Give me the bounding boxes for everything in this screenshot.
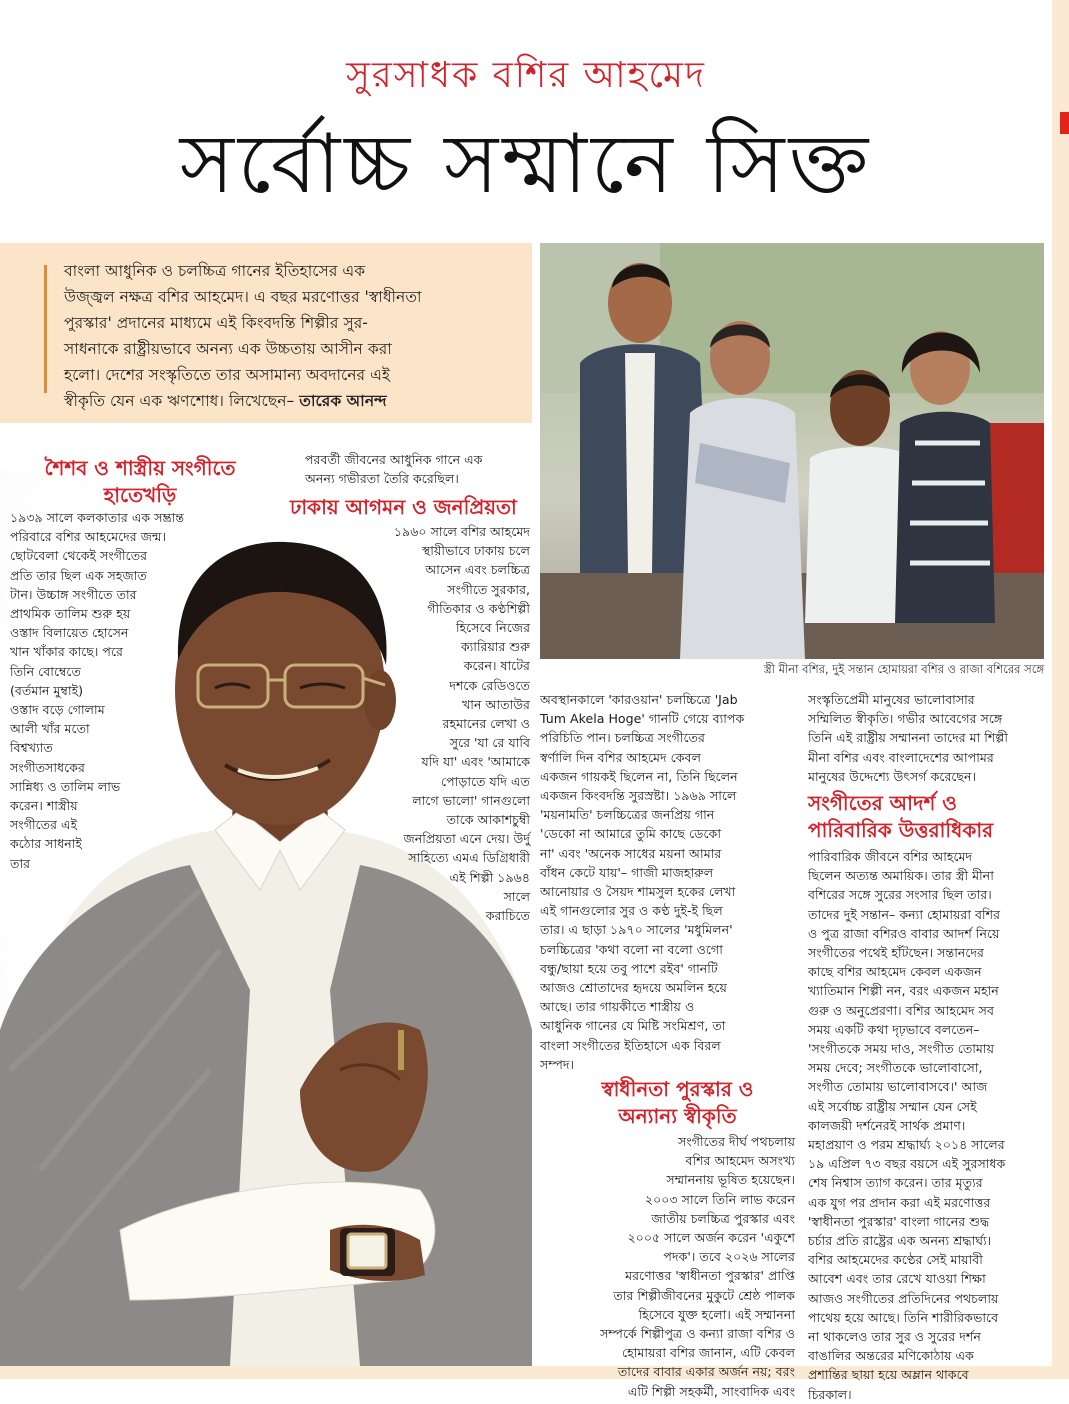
text-line: বশির আহমেদ অসংখ্য (685, 1153, 795, 1169)
text-line: করাচিতে (485, 908, 530, 924)
text-line: সংস্কৃতিপ্রেমী মানুষের ভালোবাসার (808, 692, 975, 707)
text-line: সংগীতসাধকের (10, 759, 85, 775)
text-line: কাছে বশির আহমেদ কেবল একজন (808, 964, 982, 980)
text-line: পরবর্তী জীবনের আধুনিক গানে এক (305, 452, 483, 467)
article-column-legacy (808, 847, 1048, 1404)
text-line: ওস্তাদ বড়ে গোলাম (10, 702, 105, 718)
text-line: আজও সংগীতের প্রতিদিনের পথচলায় (808, 1290, 999, 1306)
family-photo (540, 243, 1044, 659)
text-line: বশিরের সঙ্গে সুরের সংসার ছিল তার। (808, 887, 992, 903)
text-line: তার। এ ছাড়া ১৯৭০ সালের 'মধুমিলন' (540, 922, 733, 938)
text-line: সংগীতে সুরকার, (447, 581, 530, 597)
text-line: আনোয়ার ও সৈয়দ শামসুল হকের লেখা (540, 884, 736, 900)
text-line: সময় একটি কথা দৃঢ়ভাবে বলতেন– (808, 1021, 980, 1037)
text-line: আলী খাঁর মতো (10, 721, 90, 737)
intro-line: হলো। দেশের সংস্কৃতিতে তার অসামান্য অবদানের এই (64, 366, 391, 384)
intro-line-text: স্বীকৃতি যেন এক ঋণশোধ। লিখেছেন– (64, 392, 300, 410)
section-heading-legacy (808, 790, 1048, 844)
text-line: সান্নিধ্য ও তালিম লাভ (10, 778, 121, 794)
text-line: (বর্তমান মুম্বাই) (10, 682, 84, 698)
text-line: গুরু ও অনুপ্রেরণা। বশির আহমেদ সব (808, 1002, 994, 1018)
text-line: আবেশ এবং তার রেখে যাওয়া শিক্ষা (808, 1271, 986, 1287)
heading-line: হাতেখড়ি (103, 483, 177, 507)
intro-accent-bar (44, 265, 47, 393)
text-line: ১৯৬০ সালে বশির আহমেদ (393, 524, 530, 539)
text-line: ছিলেন অত্যন্ত অমায়িক। তার স্ত্রী মীনা (808, 868, 994, 884)
text-line: প্রতি তার ছিল এক সহজাত (10, 567, 147, 583)
text-line: এই গানগুলোর সুর ও কণ্ঠ দুই-ই ছিল (540, 903, 723, 919)
text-line: আজও শ্রোতাদের হৃদয়ে অমলিন হয়ে (540, 980, 727, 996)
text-line: চিরকাল। (808, 1386, 852, 1402)
text-line: খান আতাউর (462, 696, 530, 712)
text-line: রহমানের লেখা ও (442, 716, 530, 732)
text-line: 'স্বাধীনতা পুরস্কার' বাংলা গানের শুদ্ধ (808, 1213, 990, 1229)
text-line: অবস্থানকালে 'কারওয়ান' চলচ্চিত্রে 'Jab (540, 692, 738, 707)
intro-line: পুরস্কার' প্রদানের মাধ্যমে এই কিংবদন্তি শিল্পীর সুর- (64, 314, 368, 332)
text-line: 'ময়নামতি' চলচ্চিত্রের জনপ্রিয় গান (540, 807, 715, 823)
text-line: ১৯৩৯ সালে কলকাতার এক সম্ভ্রান্ত (10, 510, 185, 525)
text-line: মীনা বশির এবং বাংলাদেশের আপামর (808, 749, 994, 765)
article-column-dhaka (330, 522, 530, 925)
text-line: বিশ্বখ্যাত (10, 740, 53, 756)
page-edge-marker (1060, 112, 1069, 134)
text-line: সম্পদ। (540, 1056, 575, 1072)
text-line: বন্ধু/ছায়া হয়ে তবু পাশে রইব' গানটি (540, 960, 718, 976)
text-line: শেষ নিশ্বাস ত্যাগ করেন। তার মৃত্যুর (808, 1175, 983, 1191)
text-line: জনপ্রিয়তা এনে দেয়। উর্দু (403, 831, 530, 847)
text-line: খ্যাতিমান শিল্পী নন, বরং একজন মহান (808, 983, 999, 999)
intro-line: বাংলা আধুনিক ও চলচ্চিত্র গানের ইতিহাসের এক (64, 262, 366, 280)
intro-box (0, 243, 532, 423)
text-line: হোমায়রা বশির জানান, এটি কেবল (622, 1345, 795, 1361)
article-column-award (520, 1132, 795, 1401)
text-line: না থাকলেও তার সুর ও সুরের দর্শন (808, 1329, 981, 1345)
text-line: এই শিল্পী ১৯৬৪ (449, 869, 530, 885)
text-line: জাতীয় চলচ্চিত্র পুরস্কার এবং (651, 1210, 795, 1226)
text-line: দশকে রেডিওতে (449, 677, 530, 693)
text-line: বাঁধন কেটে যায়'– গাজী মাজহারুল (540, 864, 714, 880)
article-column-dedication (808, 690, 1048, 786)
intro-line (64, 388, 518, 414)
text-line: করেন। ষাটের (463, 658, 530, 674)
text-line: সংগীতের দীর্ঘ পথচলায় (678, 1134, 795, 1149)
text-line: সাহিত্যে এমএ ডিগ্রিধারী (408, 850, 530, 866)
text-line: প্রশান্তির ছায়া হয়ে অম্লান থাকবে (808, 1367, 969, 1383)
text-line: পরিচিতি পান। চলচ্চিত্র সংগীতের (540, 730, 705, 746)
text-line: তাদের দুই সন্তান– কন্যা হোমায়রা বশির (808, 906, 1000, 922)
text-line: আধুনিক গানের যে মিষ্টি সংমিশ্রণ, তা (540, 1018, 726, 1034)
text-line: এটি শিল্পী সহকর্মী, সাংবাদিক এবং (627, 1383, 795, 1399)
section-heading-dhaka (290, 494, 530, 521)
text-line: মরণোত্তর 'স্বাধীনতা পুরস্কার' প্রাপ্তি (625, 1268, 795, 1284)
text-line: আছে। তার গায়কীতে শাস্ত্রীয় ও (540, 999, 695, 1015)
text-line: তাদের বাবার একার অর্জন নয়; বরং (617, 1364, 795, 1380)
heading-line: ঢাকায় আগমন ও জনপ্রিয়তা (290, 495, 517, 519)
text-line: সংগীতের এই (10, 817, 78, 833)
text-line: ১৯ এপ্রিল ৭৩ বছর বয়সে এই সুরসাধক (808, 1156, 1006, 1172)
text-line: খান খাঁকার কাছে। পরে (10, 644, 123, 660)
text-line: টান। উচ্চাঙ্গ সংগীতে তার (10, 586, 137, 602)
heading-line: শৈশব ও শাস্ত্রীয় সংগীতে (44, 456, 236, 480)
text-line: হিসেবে নিজের (455, 620, 530, 636)
text-line: হিসেবে যুক্ত হলো। এই সম্মাননা (638, 1306, 795, 1322)
text-line: সালে (503, 888, 530, 904)
text-line: পাথেয় হয়ে আছে। তিনি শারীরিকভাবে (808, 1309, 999, 1325)
heading-line: স্বাধীনতা পুরস্কার ও (601, 1077, 754, 1101)
text-line: তার শিল্পীজীবনের মুকুটে শ্রেষ্ঠ পালক (613, 1287, 795, 1303)
text-line: করেন। শাস্ত্রীয় (10, 798, 78, 814)
family-illustration (540, 243, 1044, 659)
text-line: তিনি বোম্বেতে (10, 663, 81, 679)
section-heading-award (560, 1076, 795, 1130)
text-line: 'সংগীতকে সময় দাও, সংগীত তোমায় (808, 1041, 994, 1057)
text-line: সম্মাননায় ভূষিত হয়েছেন। (666, 1172, 795, 1188)
text-line: পরিবারে বশির আহমেদের জন্ম। (10, 529, 166, 545)
text-line: ওস্তাদ বিলায়েত হোসেন (10, 625, 129, 641)
text-line: না' এবং 'অনেক সাধের ময়না আমার (540, 845, 722, 861)
heading-line: পারিবারিক উত্তরাধিকার (808, 818, 994, 842)
text-line: পোড়াতে যদি এত (441, 773, 530, 789)
text-line: তাকে আকাশচুম্বী (446, 812, 530, 828)
text-line: ২০০৩ সালে তিনি লাভ করেন (644, 1191, 795, 1207)
text-line: একজন গায়কই ছিলেন না, তিনি ছিলেন (540, 768, 738, 784)
kicker-title: সুরসাধক বশির আহমেদ (346, 55, 706, 96)
text-line: সংগীতের পথেই হাঁটছেন। সন্তানদের (808, 945, 984, 961)
headline: সর্বোচ্চ সম্মানে সিক্ত (179, 117, 873, 212)
text-line: তিনি এই রাষ্ট্রীয় সম্মাননা তাদের মা শিল্পী (808, 730, 1008, 746)
heading-line: সংগীতের আদর্শ ও (808, 791, 958, 815)
photo-caption: স্ত্রী মীনা বশির, দুই সন্তান হোমায়রা বশির ও রাজা বশিরের সঙ্গে (763, 662, 1044, 676)
text-line: পারিবারিক জীবনে বশির আহমেদ (808, 849, 973, 864)
article-column-childhood (10, 508, 270, 873)
text-line: একজন কিংবদন্তি সুরস্রষ্টা। ১৯৬৯ সালে (540, 788, 737, 804)
text-line: চলচ্চিত্রের 'কথা বলো না বলো ওগো (540, 941, 723, 957)
text-line: কালজয়ী দর্শনেরই সার্থক প্রমাণ। (808, 1117, 966, 1133)
page-edge-strip (1052, 0, 1069, 1379)
text-line: সংগীত তোমায় ভালোবাসবে।' আজ (808, 1079, 988, 1095)
intro-line: উজ্জ্বল নক্ষত্র বশির আহমেদ। এ বছর মরণোত্তর 'স্বাধীনতা (64, 288, 422, 306)
text-line: এই সর্বোচ্চ রাষ্ট্রীয় সম্মান যেন সেই (808, 1098, 977, 1114)
text-line: ক্যারিয়ার শুরু (460, 639, 530, 655)
text-line: ছোটবেলা থেকেই সংগীতের (10, 548, 148, 564)
text-line: বশির আহমেদের কণ্ঠের সেই মায়াবী (808, 1252, 983, 1268)
section-heading-childhood (20, 455, 260, 509)
text-line: প্রাথমিক তালিম শুরু হয় (10, 606, 131, 622)
text-line: মহাপ্রয়াণ ও পরম শ্রদ্ধার্ঘ্য ২০১৪ সালের (808, 1137, 1005, 1153)
heading-line: অন্যান্য স্বীকৃতি (618, 1104, 737, 1128)
text-line: কঠোর সাধনাই (10, 836, 82, 852)
text-line: বাঙালির অন্তরের মণিকোঠায় এক (808, 1348, 974, 1364)
author-name: তারেক আনন্দ (299, 392, 387, 410)
text-line: চর্চার প্রতি রাষ্ট্রের এক অনন্য শ্রদ্ধার্ঘ্য। (808, 1233, 992, 1249)
text-line: ও পুত্র রাজা বশিরও বাবার আদর্শ নিয়ে (808, 925, 1000, 941)
text-line: বাংলা সংগীতের ইতিহাসে এক বিরল (540, 1037, 721, 1053)
text-line: আসেন এবং চলচ্চিত্র (425, 562, 530, 578)
text-line: পদক'। তবে ২০২৬ সালের (663, 1249, 795, 1265)
text-line: ২০০৫ সালে অর্জন করেন 'একুশে (627, 1230, 795, 1246)
text-line: যদি যা' এবং 'আমাকে (421, 754, 530, 770)
intro-line: সাধনাকে রাষ্ট্রীয়ভাবে অনন্য এক উচ্চতায় আসীন করা (64, 340, 392, 358)
text-line: লাগে ভালো' গানগুলো (412, 792, 530, 808)
text-line: 'ডেকো না আমারে তুমি কাছে ডেকো (540, 826, 721, 842)
text-line: স্থায়ীভাবে ঢাকায় চলে (421, 543, 530, 559)
article-column-continued (305, 450, 530, 488)
text-line: সময় দেবে; সংগীতকে ভালোবাসো, (808, 1060, 983, 1076)
text-line: এক যুগ পর প্রদান করা এই মরণোত্তর (808, 1194, 991, 1210)
text-line: সম্মিলিত স্বীকৃতি। গভীর আবেগের সঙ্গে (808, 711, 1003, 727)
text-line: গীতিকার ও কণ্ঠশিল্পী (427, 600, 530, 616)
text-line: Tum Akela Hoge' গানটি গেয়ে ব্যাপক (540, 711, 745, 727)
text-line: স্বর্ণালি দিন বশির আহমেদ কেবল (540, 749, 701, 765)
text-line: তার (10, 855, 31, 871)
article-column-karachi (540, 690, 795, 1074)
text-line: মানুষের উদ্দেশ্যে উৎসর্গ করেছেন। (808, 768, 977, 784)
text-line: অনন্য গভীরতা তৈরি করেছিল। (305, 471, 459, 487)
text-line: সুরে 'যা রে যাবি (449, 735, 530, 751)
text-line: সম্পর্কে শিল্পীপুত্র ও কন্যা রাজা বশির ও (600, 1326, 795, 1342)
